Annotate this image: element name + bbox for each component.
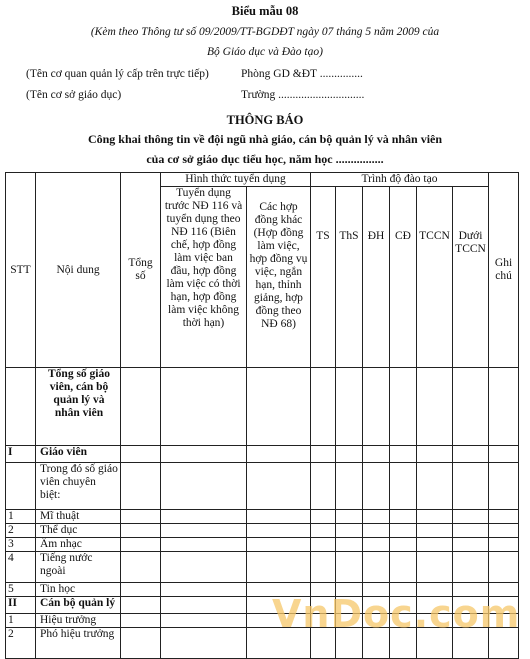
table-row xyxy=(6,368,519,446)
row-value-cell xyxy=(311,446,336,463)
table-row xyxy=(6,538,519,552)
row-value-cell xyxy=(121,614,161,628)
row-value-cell xyxy=(390,510,417,524)
row-value-cell xyxy=(247,510,311,524)
header-hire-other: Các hợp đồng khác (Hợp đồng làm việc, hợp đồng vụ việc, ngắn hạn, thỉnh giảng, hợp đồng theo NĐ 68) xyxy=(247,187,311,368)
row-stt: 3 xyxy=(6,538,36,552)
row-value-cell xyxy=(161,524,247,538)
row-value-cell xyxy=(247,552,311,583)
reference-note xyxy=(0,22,530,62)
row-content: Tổng số giáo viên, cán bộ quản lý và nhân viên xyxy=(36,368,121,446)
row-value-cell xyxy=(247,446,311,463)
row-stt xyxy=(6,463,36,510)
row-content: Trong đó số giáo viên chuyên biệt: xyxy=(36,463,121,510)
row-value-cell xyxy=(453,510,489,524)
table-row xyxy=(6,510,519,524)
row-content: Thể dục xyxy=(36,524,121,538)
row-stt: 1 xyxy=(6,614,36,628)
header-level-group: Trình độ đào tạo xyxy=(311,173,489,187)
reference-line-1: (Kèm theo Thông tư số 09/2009/TT-BGDĐT ngày 07 tháng 5 năm 2009 của xyxy=(90,26,440,38)
row-content: Mĩ thuật xyxy=(36,510,121,524)
row-value-cell xyxy=(390,524,417,538)
row-content: Phó hiệu trưởng xyxy=(36,628,121,659)
row-value-cell xyxy=(161,368,247,446)
row-value-cell xyxy=(161,628,247,659)
row-value-cell xyxy=(363,463,390,510)
header-cd: CĐ xyxy=(390,187,417,368)
row-value-cell xyxy=(161,510,247,524)
header-ts: TS xyxy=(311,187,336,368)
row-value-cell xyxy=(121,538,161,552)
row-value-cell xyxy=(417,368,453,446)
row-value-cell xyxy=(363,368,390,446)
row-value-cell xyxy=(390,552,417,583)
row-value-cell xyxy=(453,446,489,463)
row-value-cell xyxy=(453,552,489,583)
row-stt: 2 xyxy=(6,524,36,538)
notice-title: THÔNG BÁO xyxy=(226,113,304,127)
row-stt: I xyxy=(6,446,36,463)
row-value-cell xyxy=(161,583,247,597)
header-ths: ThS xyxy=(336,187,363,368)
form-number: Biểu mẫu 08 xyxy=(231,4,299,18)
row-value-cell xyxy=(121,510,161,524)
header-stt: STT xyxy=(6,173,36,368)
row-value-cell xyxy=(121,463,161,510)
row-value-cell xyxy=(247,538,311,552)
row-value-cell xyxy=(161,614,247,628)
header-row-1 xyxy=(6,173,519,187)
row-value-cell xyxy=(489,552,519,583)
row-value-cell xyxy=(489,463,519,510)
row-value-cell xyxy=(336,368,363,446)
row-value-cell xyxy=(363,524,390,538)
row-value-cell xyxy=(121,524,161,538)
notice-line-1: Công khai thông tin về đội ngũ nhà giáo, cán bộ quản lý và nhân viên xyxy=(87,132,443,146)
table-row xyxy=(6,463,519,510)
row-value-cell xyxy=(489,368,519,446)
row-value-cell xyxy=(121,628,161,659)
notice-line-2: của cơ sở giáo dục tiểu học, năm học ................ xyxy=(146,152,384,166)
row-value-cell xyxy=(363,552,390,583)
row-value-cell xyxy=(417,510,453,524)
table-row xyxy=(6,552,519,583)
row-value-cell xyxy=(161,597,247,614)
row-value-cell xyxy=(247,524,311,538)
row-value-cell xyxy=(336,463,363,510)
row-value-cell xyxy=(453,368,489,446)
row-value-cell xyxy=(390,538,417,552)
row-stt xyxy=(6,368,36,446)
row-value-cell xyxy=(417,463,453,510)
row-value-cell xyxy=(161,538,247,552)
header-content: Nội dung xyxy=(36,173,121,368)
row-value-cell xyxy=(336,446,363,463)
row-value-cell xyxy=(311,552,336,583)
table-row xyxy=(6,524,519,538)
row-value-cell xyxy=(336,538,363,552)
header-hire-before: Tuyển dụng trước NĐ 116 và tuyển dụng theo NĐ 116 (Biên chế, hợp đồng làm việc ban đầu, hợp đồng làm việc có thời hạn, hợp đồng làm việc không thời hạn) xyxy=(161,187,247,368)
row-value-cell xyxy=(417,552,453,583)
row-value-cell xyxy=(121,446,161,463)
header-below-tccn: Dưới TCCN xyxy=(453,187,489,368)
header-hiring-group: Hình thức tuyển dụng xyxy=(161,173,311,187)
row-value-cell xyxy=(311,368,336,446)
row-value-cell xyxy=(453,524,489,538)
row-stt: 1 xyxy=(6,510,36,524)
watermark-logo: VnDoc.com xyxy=(272,592,521,636)
unit-label: (Tên cơ sở giáo dục) xyxy=(26,89,122,101)
row-value-cell xyxy=(161,446,247,463)
header-note: Ghi chú xyxy=(489,173,519,368)
row-stt: II xyxy=(6,597,36,614)
staff-table xyxy=(5,172,519,659)
row-value-cell xyxy=(417,446,453,463)
row-content: Tiếng nước ngoài xyxy=(36,552,121,583)
row-value-cell xyxy=(247,368,311,446)
row-stt: 4 xyxy=(6,552,36,583)
row-value-cell xyxy=(311,524,336,538)
row-value-cell xyxy=(489,446,519,463)
row-value-cell xyxy=(417,524,453,538)
row-value-cell xyxy=(121,597,161,614)
row-value-cell xyxy=(390,446,417,463)
row-value-cell xyxy=(336,510,363,524)
row-value-cell xyxy=(311,463,336,510)
row-value-cell xyxy=(453,463,489,510)
row-value-cell xyxy=(489,524,519,538)
row-value-cell xyxy=(489,510,519,524)
row-value-cell xyxy=(489,538,519,552)
row-value-cell xyxy=(247,463,311,510)
row-value-cell xyxy=(121,583,161,597)
header-tccn: TCCN xyxy=(417,187,453,368)
row-stt: 5 xyxy=(6,583,36,597)
row-value-cell xyxy=(363,510,390,524)
row-value-cell xyxy=(336,552,363,583)
row-value-cell xyxy=(121,368,161,446)
row-value-cell xyxy=(121,552,161,583)
row-value-cell xyxy=(161,552,247,583)
row-value-cell xyxy=(336,524,363,538)
superior-label: (Tên cơ quan quản lý cấp trên trực tiếp) xyxy=(26,68,209,80)
row-value-cell xyxy=(363,446,390,463)
row-content: Âm nhạc xyxy=(36,538,121,552)
row-value-cell xyxy=(390,368,417,446)
row-content: Giáo viên xyxy=(36,446,121,463)
row-value-cell xyxy=(417,538,453,552)
row-content: Hiệu trưởng xyxy=(36,614,121,628)
header-total: Tổng số xyxy=(121,173,161,368)
unit-value: Trường .............................. xyxy=(241,89,365,101)
superior-value: Phòng GD &ĐT ............... xyxy=(241,68,363,80)
row-stt: 2 xyxy=(6,628,36,659)
row-value-cell xyxy=(161,463,247,510)
row-content: Cán bộ quản lý xyxy=(36,597,121,614)
row-value-cell xyxy=(453,538,489,552)
header-dh: ĐH xyxy=(363,187,390,368)
reference-line-2: Bộ Giáo dục và Đào tạo) xyxy=(207,46,323,58)
row-value-cell xyxy=(390,463,417,510)
row-value-cell xyxy=(363,538,390,552)
row-content: Tin học xyxy=(36,583,121,597)
row-value-cell xyxy=(311,510,336,524)
row-value-cell xyxy=(311,538,336,552)
table-row xyxy=(6,446,519,463)
